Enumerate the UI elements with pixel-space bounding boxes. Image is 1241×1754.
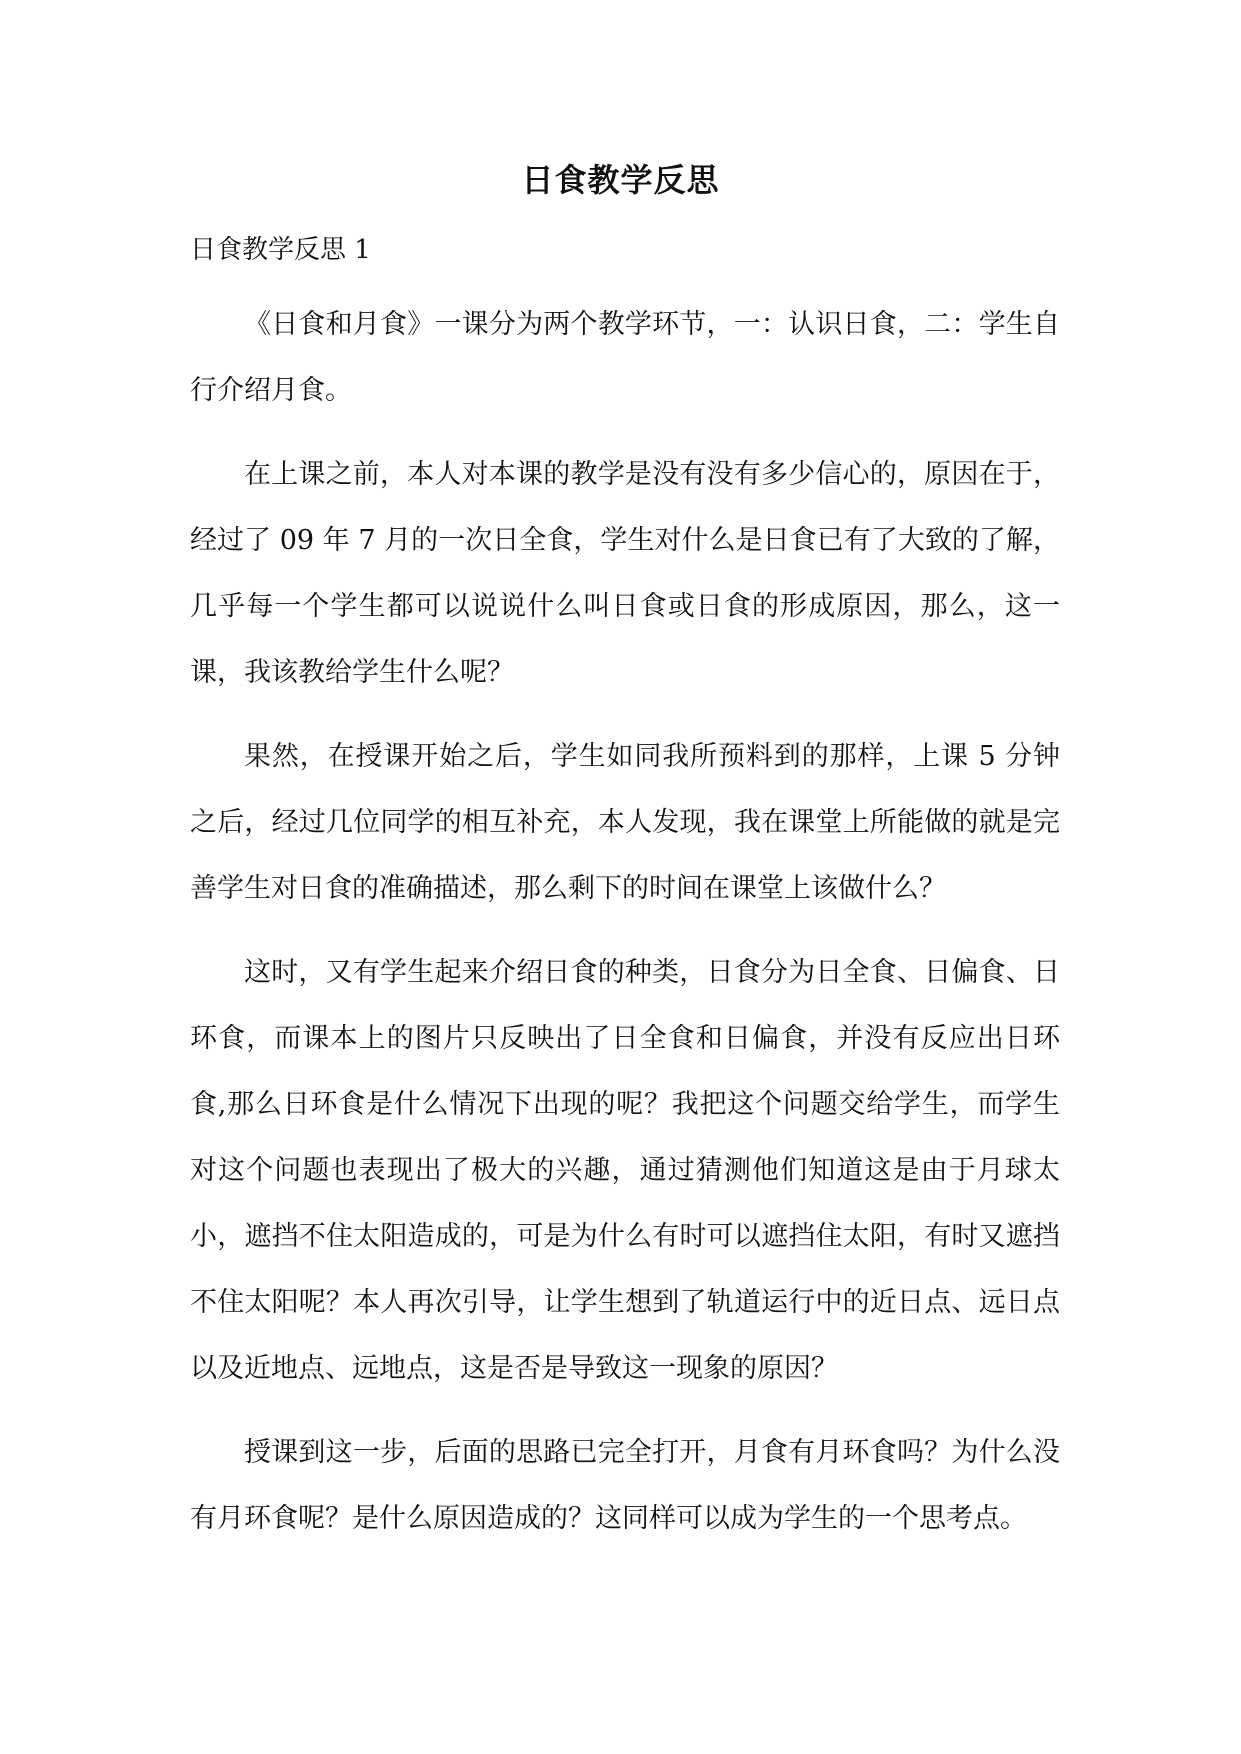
paragraph: 果然，在授课开始之后，学生如同我所预料到的那样，上课 5 分钟之后，经过几位同学的相互补充，本人发现，我在课堂上所能做的就是完善学生对日食的准确描述，那么剩下的时间在课堂上该做什么？ [190,741,1060,904]
section-heading: 日食教学反思 1 [190,235,371,265]
document-title: 日食教学反思 [521,161,720,199]
document-body [190,292,1060,1570]
paragraph: 在上课之前，本人对本课的教学是没有没有多少信心的，原因在于，经过了 09 年 7 月的一次日全食，学生对什么是日食已有了大致的了解，几乎每一个学生都可以说说什么叫日食或日食的形成原因，那么，这一课，我该教给学生什么呢？ [190,459,1060,688]
paragraph: 这时，又有学生起来介绍日食的种类，日食分为日全食、日偏食、日环食，而课本上的图片只反映出了日全食和日偏食，并没有反应出日环食,那么日环食是什么情况下出现的呢？我把这个问题交给学生，而学生对这个问题也表现出了极大的兴趣，通过猜测他们知道这是由于月球太小，遮挡不住太阳造成的，可是为什么有时可以遮挡住太阳，有时又遮挡不住太阳呢？本人再次引导，让学生想到了轨道运行中的近日点、远日点以及近地点、远地点，这是否是导致这一现象的原因？ [190,957,1060,1384]
paragraph: 授课到这一步，后面的思路已完全打开，月食有月环食吗？为什么没有月环食呢？是什么原因造成的？这同样可以成为学生的一个思考点。 [190,1437,1060,1534]
paragraph: 《日食和月食》一课分为两个教学环节，一：认识日食，二：学生自行介绍月食。 [190,309,1060,406]
